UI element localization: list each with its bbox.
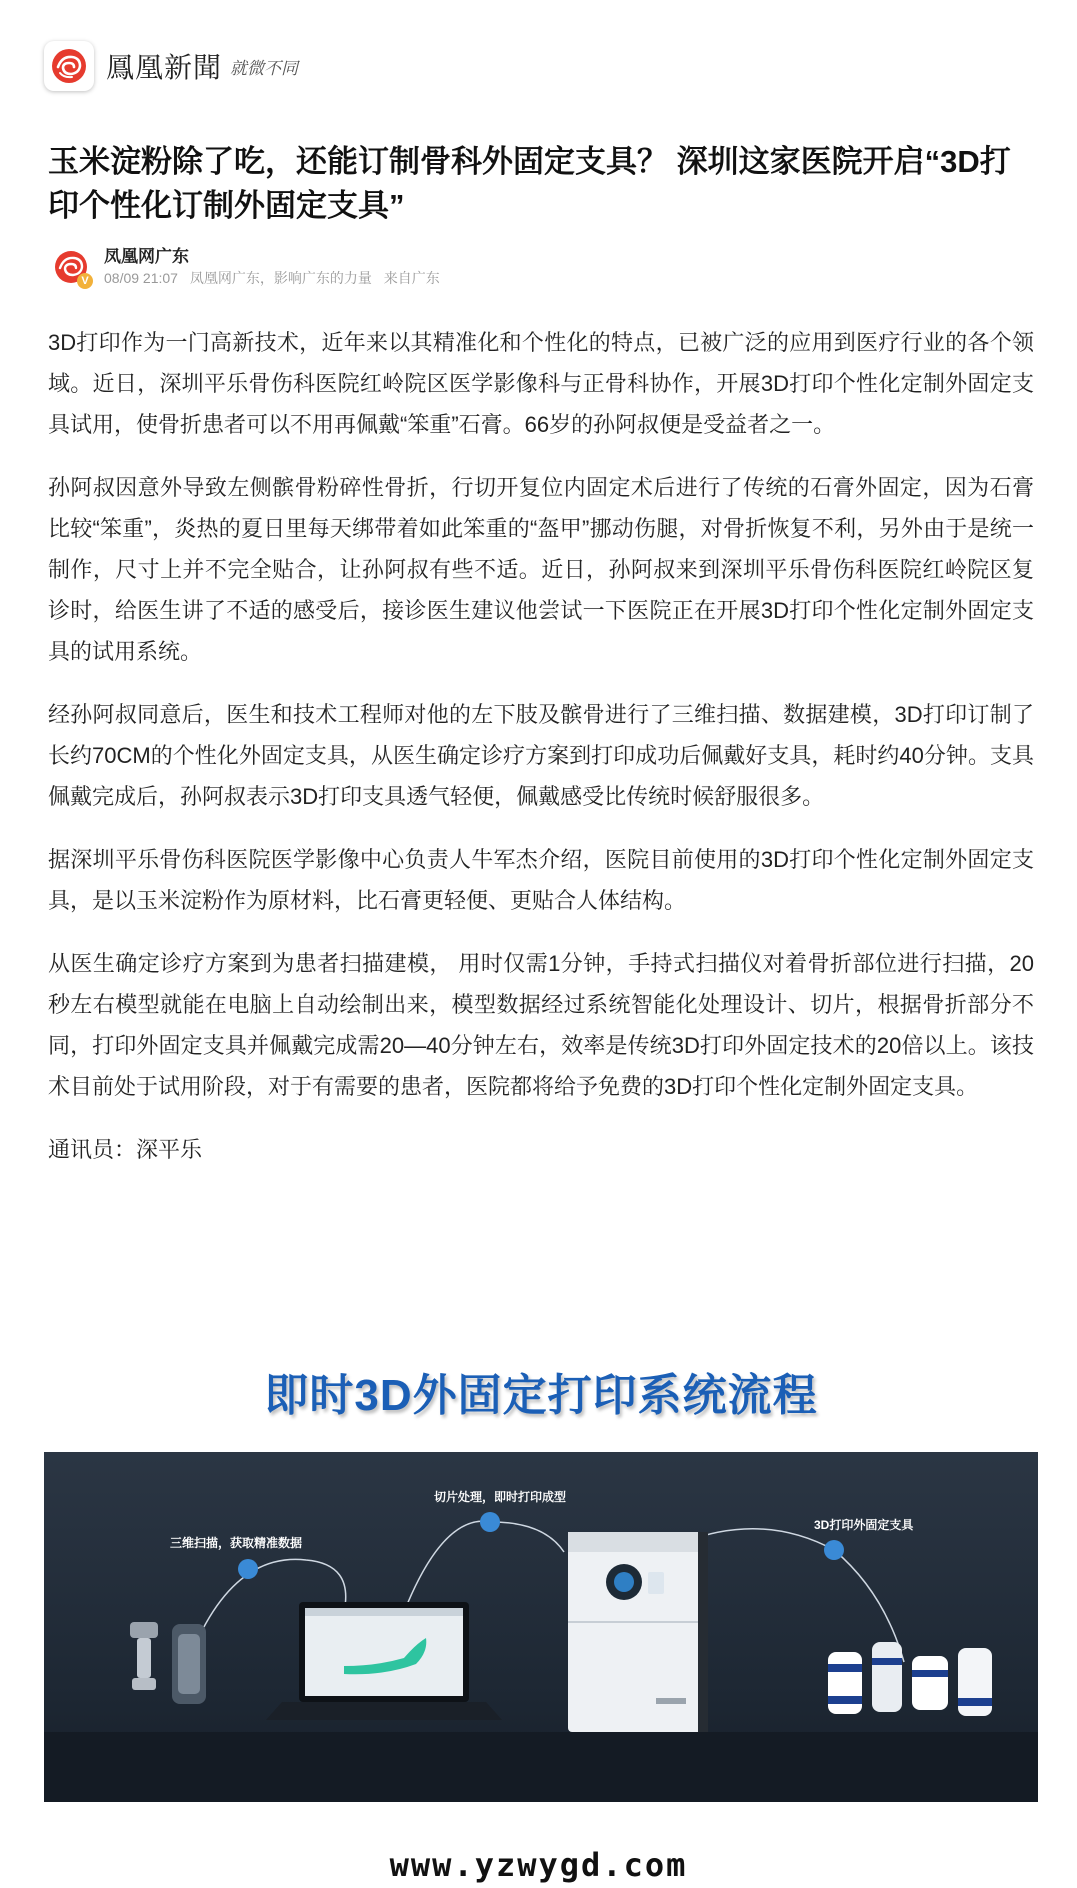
brand-name: 鳳凰新聞 xyxy=(106,51,223,84)
step-label-brace: 3D打印外固定支具 xyxy=(814,1518,914,1532)
step-dot-print xyxy=(480,1512,500,1532)
process-infographic[interactable] xyxy=(44,1366,1038,1802)
author-tagline: 凤凰网广东，影响广东的力量 xyxy=(189,270,372,286)
article-paragraph: 据深圳平乐骨伤科医院医学影像中心负责人牛军杰介绍，医院目前使用的3D打印个性化定制外固定支具，是以玉米淀粉作为原材料，比石膏更轻便、更贴合人体结构。 xyxy=(48,847,1034,913)
author-origin: 来自广东 xyxy=(383,270,440,286)
step-dot-scan xyxy=(238,1559,258,1579)
correspondent-line: 通讯员：深平乐 xyxy=(48,1137,203,1162)
author-meta xyxy=(104,268,448,288)
phoenix-logo-icon[interactable] xyxy=(44,41,94,91)
infographic-title: 即时3D外固定打印系统流程 xyxy=(264,1371,818,1420)
article-paragraph: 3D打印作为一门高新技术，近年来以其精准化和个性化的特点，已被广泛的应用到医疗行业的各个领域。近日，深圳平乐骨伤科医院红岭院区医学影像科与正骨科协作，开展3D打印个性化定制外固定支具试用，使骨折患者可以不用再佩戴“笨重”石膏。66岁的孙阿叔便是受益者之一。 xyxy=(48,330,1034,437)
orthotic-brace-icon xyxy=(828,1642,992,1716)
article-title: 玉米淀粉除了吃，还能订制骨科外固定支具？ 深圳这家医院开启“3D打印个性化订制外固定支具” xyxy=(48,144,1011,223)
article-paragraph: 经孙阿叔同意后，医生和技术工程师对他的左下肢及髌骨进行了三维扫描、数据建模，3D打印订制了长约70CM的个性化外固定支具，从医生确定诊疗方案到打印成功后佩戴好支具，耗时约40分钟。支具佩戴完成后，孙阿叔表示3D打印支具透气轻便，佩戴感受比传统时候舒服很多。 xyxy=(48,702,1034,809)
step-label-print: 切片处理，即时打印成型 xyxy=(434,1490,567,1504)
app-header xyxy=(44,36,298,96)
publish-time: 08/09 21:07 xyxy=(104,270,178,286)
laptop-icon xyxy=(266,1602,502,1720)
author-block xyxy=(52,246,448,288)
infographic-panel xyxy=(44,1452,1038,1802)
brand-slogan: 就微不同 xyxy=(230,58,299,79)
step-dot-brace xyxy=(824,1540,844,1560)
author-avatar[interactable] xyxy=(52,248,90,286)
scanner-device-icon xyxy=(130,1622,206,1704)
article-paragraph: 孙阿叔因意外导致左侧髌骨粉碎性骨折，行切开复位内固定术后进行了传统的石膏外固定，因为石膏比较“笨重”，炎热的夏日里每天绑带着如此笨重的“盔甲”挪动伤腿，对骨折恢复不利，另外由于是统一制作，尺寸上并不完全贴合，让孙阿叔有些不适。近日，孙阿叔来到深圳平乐骨伤科医院红岭院区复诊时，给医生讲了不适的感受后，接诊医生建议他尝试一下医院正在开展3D打印个性化定制外固定支具的试用系统。 xyxy=(48,475,1034,664)
verified-badge-icon: V xyxy=(77,273,93,289)
article-body xyxy=(48,322,1034,1192)
author-name[interactable]: 凤凰网广东 xyxy=(104,247,189,266)
printer-icon xyxy=(568,1532,708,1732)
step-label-scan: 三维扫描，获取精准数据 xyxy=(170,1536,303,1550)
article-paragraph: 从医生确定诊疗方案到为患者扫描建模， 用时仅需1分钟，手持式扫描仪对着骨折部位进行扫描，20秒左右模型就能在电脑上自动绘制出来，模型数据经过系统智能化处理设计、切片，根据骨折部分不同，打印外固定支具并佩戴完成需20—40分钟左右，效率是传统3D打印外固定技术的20倍以上。该技术目前处于试用阶段，对于有需要的患者，医院都将给予免费的3D打印个性化定制外固定支具。 xyxy=(48,951,1034,1099)
footer-url[interactable]: www.yzwygd.com xyxy=(389,1846,688,1884)
